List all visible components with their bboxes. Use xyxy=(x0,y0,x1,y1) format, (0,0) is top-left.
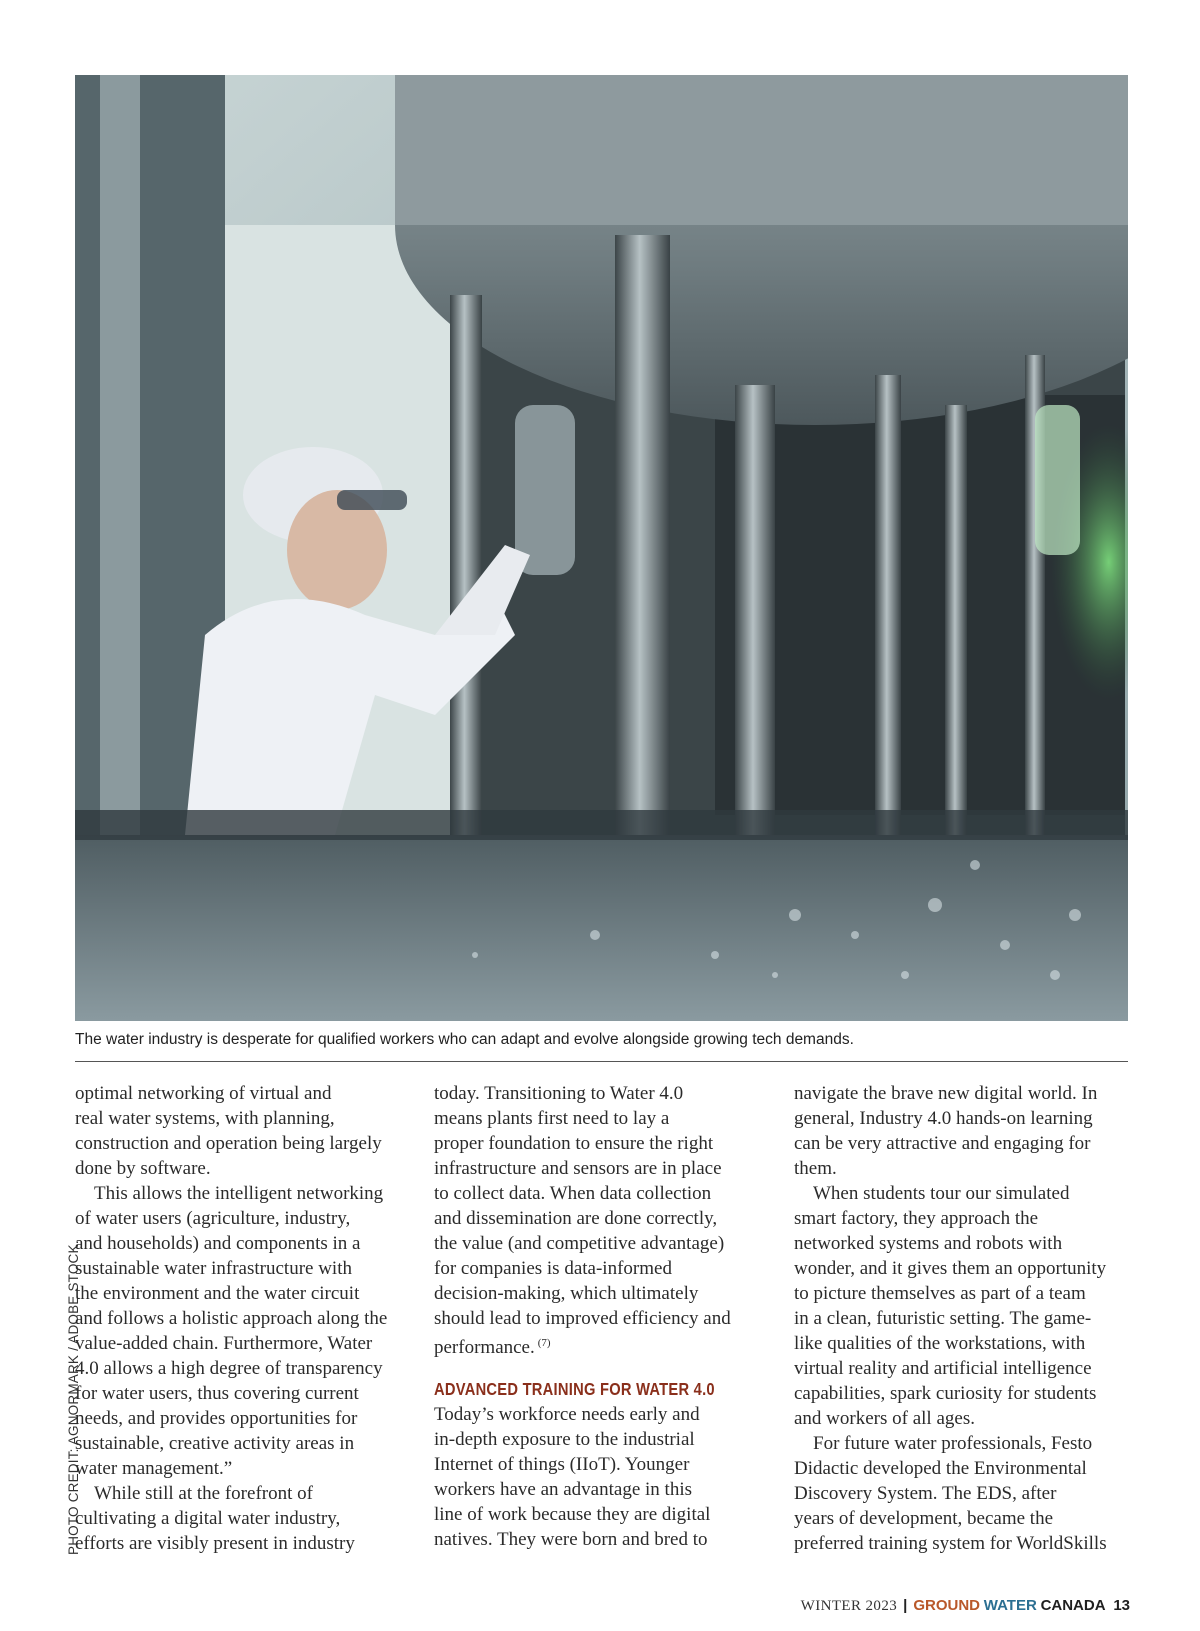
text-line: preferred training system for WorldSkills xyxy=(794,1533,1107,1554)
page-footer xyxy=(801,1596,1130,1616)
text-line: real water systems, with planning, xyxy=(75,1108,335,1129)
text-line: means plants first need to lay a xyxy=(434,1108,670,1129)
brand-canada: CANADA xyxy=(1040,1597,1106,1614)
text-line: Discovery System. The EDS, after xyxy=(794,1483,1057,1504)
text-line: value-added chain. Furthermore, Water xyxy=(75,1333,373,1354)
text-line: smart factory, they approach the xyxy=(794,1208,1039,1229)
article-photo xyxy=(75,75,1128,1021)
text-line: of water users (agriculture, industry, xyxy=(75,1208,351,1229)
text-line: like qualities of the workstations, with xyxy=(794,1333,1086,1354)
text-line: cultivating a digital water industry, xyxy=(75,1508,341,1529)
text-line: in-depth exposure to the industrial xyxy=(434,1429,695,1450)
text-line: construction and operation being largely xyxy=(75,1133,382,1154)
text-line: virtual reality and artificial intelligence xyxy=(794,1358,1092,1379)
text-line: While still at the forefront of xyxy=(94,1483,313,1504)
text-line: for water users, thus covering current xyxy=(75,1383,359,1404)
text-line: navigate the brave new digital world. In xyxy=(794,1083,1098,1104)
text-line: should lead to improved efficiency and xyxy=(434,1308,731,1329)
text-line: capabilities, spark curiosity for students xyxy=(794,1383,1097,1404)
text-line: proper foundation to ensure the right xyxy=(434,1133,714,1154)
text-line: sustainable, creative activity areas in xyxy=(75,1433,355,1454)
text-line: Internet of things (IIoT). Younger xyxy=(434,1454,690,1475)
text-line: in a clean, futuristic setting. The game- xyxy=(794,1308,1092,1329)
article-column-1 xyxy=(75,1081,415,1556)
brand-water: WATER xyxy=(983,1597,1037,1614)
text-line: optimal networking of virtual and xyxy=(75,1083,332,1104)
text-line: water management.” xyxy=(75,1458,233,1479)
text-line: efforts are visibly present in industry xyxy=(75,1533,355,1554)
article-column-2 xyxy=(434,1081,774,1552)
photo-credit: PHOTO CREDIT: AGNORMARK / ADOBE STOCK. xyxy=(66,1240,81,1555)
factory-photo-illustration xyxy=(75,75,1128,1021)
text-line: This allows the intelligent networking xyxy=(94,1183,384,1204)
text-line: and follows a holistic approach along the xyxy=(75,1308,388,1329)
text-line: to picture themselves as part of a team xyxy=(794,1283,1086,1304)
text-line: the value (and competitive advantage) xyxy=(434,1233,725,1254)
footer-separator: | xyxy=(903,1597,908,1614)
text-line: When students tour our simulated xyxy=(813,1183,1070,1204)
text-line: them. xyxy=(794,1158,837,1179)
text-line: for companies is data-informed xyxy=(434,1258,672,1279)
brand-ground: GROUND xyxy=(913,1597,980,1614)
text-line: line of work because they are digital xyxy=(434,1504,711,1525)
text-line: Didactic developed the Environmental xyxy=(794,1458,1087,1479)
text-line-content: performance. xyxy=(434,1337,535,1358)
page-number: 13 xyxy=(1113,1597,1130,1614)
text-line: today. Transitioning to Water 4.0 xyxy=(434,1083,684,1104)
text-line: to collect data. When data collection xyxy=(434,1183,712,1204)
text-line: the environment and the water circuit xyxy=(75,1283,360,1304)
text-line: and dissemination are done correctly, xyxy=(434,1208,718,1229)
text-line: done by software. xyxy=(75,1158,211,1179)
text-line: decision-making, which ultimately xyxy=(434,1283,699,1304)
text-line: For future water professionals, Festo xyxy=(813,1433,1093,1454)
section-heading: ADVANCED TRAINING FOR WATER 4.0 xyxy=(434,1379,715,1399)
text-line: needs, and provides opportunities for xyxy=(75,1408,358,1429)
text-line: sustainable water infrastructure with xyxy=(75,1258,352,1279)
text-line: workers have an advantage in this xyxy=(434,1479,692,1500)
text-line: infrastructure and sensors are in place xyxy=(434,1158,722,1179)
caption-divider xyxy=(75,1061,1128,1062)
text-line: 4.0 allows a high degree of transparency xyxy=(75,1358,383,1379)
text-line: and households) and components in a xyxy=(75,1233,361,1254)
footnote-reference: (7) xyxy=(537,1337,551,1349)
text-line: natives. They were born and bred to xyxy=(434,1529,708,1550)
text-line: and workers of all ages. xyxy=(794,1408,975,1429)
text-line: Today’s workforce needs early and xyxy=(434,1404,700,1425)
text-line: can be very attractive and engaging for xyxy=(794,1133,1091,1154)
issue-label: WINTER 2023 xyxy=(800,1598,898,1614)
text-line: wonder, and it gives them an opportunity xyxy=(794,1258,1107,1279)
text-line: general, Industry 4.0 hands-on learning xyxy=(794,1108,1093,1129)
article-column-3 xyxy=(794,1081,1134,1556)
text-line xyxy=(434,1331,774,1360)
text-line: years of development, became the xyxy=(794,1508,1054,1529)
text-line: networked systems and robots with xyxy=(794,1233,1063,1254)
photo-caption: The water industry is desperate for qualified workers who can adapt and evolve alongside growing tech demands. xyxy=(75,1031,854,1048)
